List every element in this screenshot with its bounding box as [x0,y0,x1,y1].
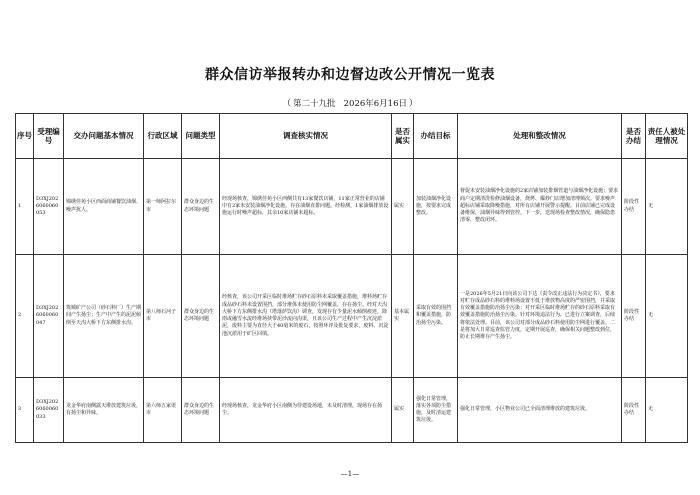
batch-open-paren: （ [282,99,291,109]
cell-accountability: 无 [646,159,688,255]
header-goal: 办结目标 [414,114,458,159]
cell-type: 群众身边的生态环境问题 [182,378,220,443]
page-title: 群众信访举报转办和边督边改公开情况一览表 [205,67,495,83]
cell-type: 群众身边的生态环境问题 [182,159,220,255]
cell-verified: 基本属实 [392,255,414,378]
cell-investigation: 经现场核查，锦绣佳苑小区西侧共有13家餐饮店铺，11家正常营业的店铺中有2家未安装油烟净化设施，存在油烟直排问题。经检测，1家油烟排放设施运行时噪声超标，其余10家店铺未超标。 [220,159,392,255]
page-number: —1— [340,470,360,478]
batch-label: 第二十九批 [293,99,336,109]
cell-region: 第八师石河子市 [144,255,182,378]
batch-line [0,97,700,109]
cell-seq: 2 [16,255,34,378]
cell-verified: 属实 [392,378,414,443]
cell-goal: 采取有效的围挡和覆盖措施，防治扬尘污染。 [414,255,458,378]
cell-region: 第六师五家渠市 [144,378,182,443]
cell-region: 第一师阿拉尔市 [144,159,182,255]
batch-date: 2026年6月16日 [343,99,407,109]
cell-id: D3XJ2026060060047 [34,255,64,378]
table-row [16,159,688,255]
cell-accountability: 无 [646,378,688,443]
cell-handling: 一是2026年5月21日向该公司下达《责令改正违法行为决定书》，要求对贮存成品砂石料的堆料场设置不低于堆放物高度的严密围挡，并采取有效覆盖措施防治扬尘污染；对开采区临时堆场贮存的砂石原料采取有效覆盖措施防治扬尘污染。针对环境违法行为，已进行立案调查，后续将依法处理。目前，该公司对部分成品砂石料使用防尘网进行覆盖。二是将加大日常巡查监管力度，定期开展巡查，确保相关问题整改到位，防止长期堆存产生扬尘。 [458,255,622,378]
header-type: 问题类型 [182,114,220,159]
report-table [15,113,688,443]
cell-seq: 3 [16,378,34,443]
table-row [16,378,688,443]
header-handling: 处理和整改情况 [458,114,622,159]
header-investigation: 调查核实情况 [220,114,392,159]
batch-close-paren: ） [408,99,418,109]
header-issue: 交办问题基本情况 [64,114,144,159]
cell-issue: 锦绣佳苑小区西面商铺餐饮油烟、噪声扰人。 [64,159,144,255]
cell-goal: 加装油烟净化设施，按要求完成整改。 [414,159,458,255]
header-region: 行政区域 [144,114,182,159]
cell-seq: 1 [16,159,34,255]
cell-closed: 阶段性办结 [622,159,646,255]
header-seq: 序号 [16,114,34,159]
header-verified: 是否属实 [392,114,414,159]
cell-handling: 强化日常管理，小区物业公司已全面清理堆放的建筑垃圾。 [458,378,622,443]
header-closed: 是否办结 [622,114,646,159]
cell-type: 群众身边的生态环境问题 [182,255,220,378]
table-header-row [16,114,688,159]
cell-goal: 强化日常管理，落实各项防尘措施，及时清运建筑垃圾。 [414,378,458,443]
cell-handling: 督促未安装油烟净化设施的2家店铺加装排烟管道与油烟净化设施；要求商户定期清洗检修油烟设备，烧烤、爆炒门店增加清理频次。要求噪声超标店铺采取降噪措施，对所有店铺开展警示提醒。目前店铺已完成设备维保，油烟异味得到管控。下一步，送现场检查整改情况，确保隐患清零，整改闭环。 [458,159,622,255]
cell-accountability: 无 [646,255,688,378]
cell-verified: 属实 [392,159,414,255]
cell-issue: 筑城矿产公司（砂石料厂）生产期间产生扬尘；生产中产生的泥泥倾倒至天沟大桥下方东侧排水沟。 [64,255,144,378]
table-row [16,255,688,378]
header-id: 受理编号 [34,114,64,159]
cell-id: D3XJ2026060060053 [34,159,64,255]
header-accountability: 责任人被处理情况 [646,114,688,159]
cell-closed: 阶段性办结 [622,255,646,378]
cell-issue: 龙金华府南侧露天堆放建筑垃圾，有扬尘和异味。 [64,378,144,443]
cell-closed: 阶段性办结 [622,378,646,443]
cell-id: D3XJ2026060060033 [34,378,64,443]
cell-investigation: 经现场核查，龙金华府小区南侧为待建设场地，未及时清理，现场存在扬尘。 [220,378,392,443]
cell-investigation: 经核查，该公司开采区临时堆场贮存砂石原料未采取覆盖措施，堆料场贮存成品砂石料未设置围挡，部分堆体未使用防尘网覆盖，存在扬尘。经对天沟大桥下方东侧排水沟（塔落萨饮沟）调查，发现存有少量泥水倾倒痕迹，降雨或融雪水流经堆场挟带泥沙流向沟渠，且该公司生产过程中产生沉淀淤泥，废料主要为直径大于40毫米的废石，按照环评及批复要求，废料、沉淀池沉淤用于矿区回填。 [220,255,392,378]
